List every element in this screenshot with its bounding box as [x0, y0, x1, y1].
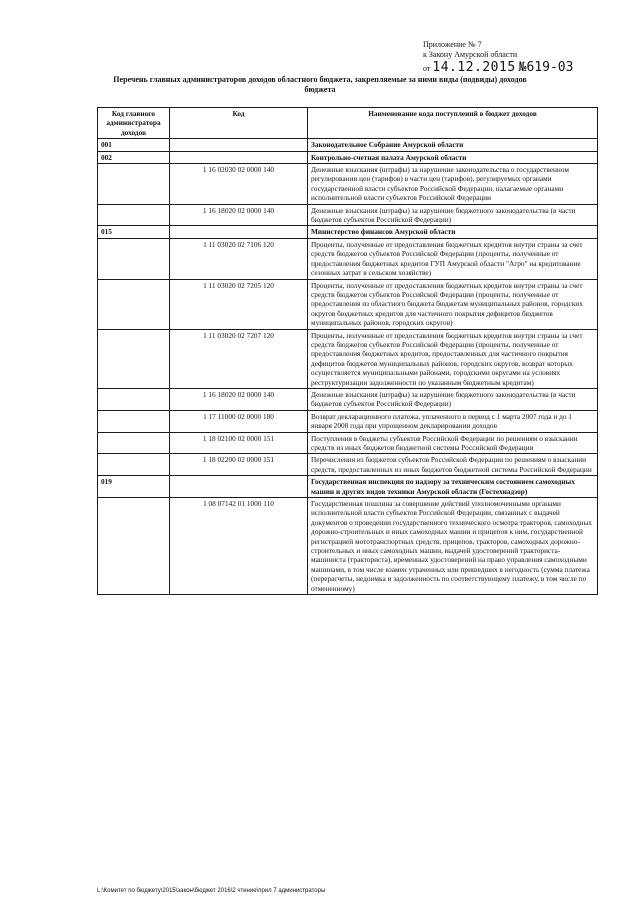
revenue-code-cell: 1 11 03020 02 7205 120	[170, 279, 308, 329]
admin-code-cell	[98, 279, 170, 329]
revenue-code-row	[98, 388, 598, 410]
revenue-code-cell: 1 17 11000 02 0000 180	[170, 410, 308, 432]
revenue-code-row	[98, 454, 598, 476]
revenue-code-row	[98, 164, 598, 205]
header-code: Код	[170, 108, 308, 139]
administrator-row	[98, 476, 598, 498]
revenue-name-cell: Денежные взыскания (штрафы) за нарушение бюджетного законодательства (в части бюджетов субъектов Российской Федерации)	[308, 204, 598, 226]
revenue-code-row	[98, 329, 598, 388]
table-body	[98, 139, 598, 595]
revenue-name-cell: Перечисления из бюджетов субъектов Российской Федерации по решениям о взыскании средств, предоставленных из иных бюджетов бюджетной системы Российской Федерации	[308, 454, 598, 476]
administrator-row	[98, 151, 598, 163]
revenue-name-cell: Государственная пошлина за совершение действий уполномоченными органами исполнительной власти субъектов Российской Федерации, связанных с выдачей документов о проведении государственного технического осмотра тракторов, самоходных дорожно-строительных и иных самоходных машин и прицепов к ним, государственной регистрацией мототранспортных средств, прицепов, тракторов, самоходных дорожно-строительных и иных самоходных машин, выдачей удостоверений тракториста-машиниста (тракториста), временных удостоверений на право управления самоходными машинами, в том числе взамен утраченных или пришедших в негодность (сумма платежа (перерасчеты, недоимка и задолженность по соответствующему платежу, в том числе по отмененному)	[308, 498, 598, 595]
admin-code-cell	[98, 388, 170, 410]
revenue-code-cell: 1 16 02030 02 0000 140	[170, 164, 308, 205]
administrator-name-cell: Государственная инспекция по надзору за техническим состоянием самоходных машин и других видов техники Амурской области (Гостехнадзор)	[308, 476, 598, 498]
revenue-code-cell	[170, 139, 308, 151]
administrator-name-cell: Министерство финансов Амурской области	[308, 226, 598, 238]
header-admin-code: Код главного администратора доходов	[98, 108, 170, 139]
document-title: Перечень главных администраторов доходов областного бюджета, закрепляемые за ними виды (подвиды) доходов бюджета	[113, 75, 527, 94]
revenue-code-cell: 1 16 18020 02 0000 140	[170, 388, 308, 410]
admin-code-cell: 019	[98, 476, 170, 498]
revenue-name-cell: Денежные взыскания (штрафы) за нарушение законодательства о государственном регулировании цен (тарифов) в части цен (тарифов), регулируемых органами государственной власти субъектов Российской Федерации, налагаемые органами исполнительной власти субъектов Российской Федерации	[308, 164, 598, 205]
appendix-law-reference: к Закону Амурской области	[423, 50, 518, 59]
revenue-code-cell: 1 08 07142 01 1000 110	[170, 498, 308, 595]
revenue-name-cell: Проценты, полученные от предоставления бюджетных кредитов внутри страны за счет средств бюджетов субъектов Российской Федерации (проценты, полученные от предоставления бюджетных кредитов ГУП Амурской области "Агро" на кредитование сезонных затрат в сельском хозяйстве)	[308, 238, 598, 279]
revenue-code-cell	[170, 476, 308, 498]
administrator-name-cell: Контрольно-счетная палата Амурской области	[308, 151, 598, 163]
admin-code-cell	[98, 432, 170, 454]
revenue-code-cell: 1 16 18020 02 0000 140	[170, 204, 308, 226]
administrator-row	[98, 226, 598, 238]
revenue-code-cell: 1 11 03020 02 7106 120	[170, 238, 308, 279]
date-prefix: от	[423, 64, 431, 73]
admin-code-cell	[98, 204, 170, 226]
appendix-header	[423, 40, 573, 74]
header-name: Наименование кода поступлений в бюджет доходов	[308, 108, 598, 139]
administrators-table	[97, 107, 598, 595]
admin-code-cell	[98, 454, 170, 476]
revenue-name-cell: Денежные взыскания (штрафы) за нарушение бюджетного законодательства (в части бюджетов субъектов Российской Федерации)	[308, 388, 598, 410]
revenue-code-cell	[170, 226, 308, 238]
revenue-code-row	[98, 238, 598, 279]
revenue-code-row	[98, 498, 598, 595]
law-date-stamp: 14.12.2015	[432, 60, 516, 75]
revenue-code-cell	[170, 151, 308, 163]
revenue-code-cell: 1 11 03020 02 7207 120	[170, 329, 308, 388]
administrator-name-cell: Законодательное Собрание Амурской области	[308, 139, 598, 151]
admin-code-cell	[98, 498, 170, 595]
revenue-name-cell: Возврат декларационного платежа, уплаченного в период с 1 марта 2007 года и до 1 января 2008 года при упрощенном декларировании доходов	[308, 410, 598, 432]
appendix-date-line	[423, 60, 574, 75]
appendix-number: Приложение № 7	[423, 40, 482, 49]
admin-code-cell: 001	[98, 139, 170, 151]
revenue-code-row	[98, 204, 598, 226]
table-header-row	[98, 108, 598, 139]
revenue-code-cell: 1 18 02200 02 0000 151	[170, 454, 308, 476]
law-number-stamp: №619-03	[518, 60, 574, 75]
revenue-code-cell: 1 18 02100 02 0000 151	[170, 432, 308, 454]
admin-code-cell: 015	[98, 226, 170, 238]
file-path-footer: L:\Комитет по бюджету\2015\закон\бюджет 2016\2 чтение\прил 7 администраторы	[97, 888, 326, 894]
admin-code-cell	[98, 164, 170, 205]
admin-code-cell	[98, 410, 170, 432]
revenue-code-row	[98, 432, 598, 454]
admin-code-cell: 002	[98, 151, 170, 163]
revenue-code-row	[98, 279, 598, 329]
revenue-code-row	[98, 410, 598, 432]
administrator-row	[98, 139, 598, 151]
admin-code-cell	[98, 238, 170, 279]
admin-code-cell	[98, 329, 170, 388]
revenue-name-cell: Проценты, полученные от предоставления бюджетных кредитов внутри страны за счет средств бюджетов субъектов Российской Федерации (проценты, полученные от предоставления из областного бюджета бюджетам муниципальных районов, городских округов бюджетных кредитов для частичного покрытия дефицитов бюджетов муниципальных районов, городских округов)	[308, 279, 598, 329]
revenue-name-cell: Проценты, полученные от предоставления бюджетных кредитов внутри страны за счет средств бюджетов субъектов Российской Федерации (проценты, полученные от предоставления бюджетных кредитов, предоставленных для частичного покрытия дефицитов бюджетов муниципальных районов, городских округов, возврат которых осуществляется муниципальными районами, городскими округами на условиях реструктуризации задолженности по указанным бюджетным кредитам)	[308, 329, 598, 388]
revenue-name-cell: Поступления в бюджеты субъектов Российской Федерации по решениям о взыскании средств из иных бюджетов бюджетной системы Российской Федерации	[308, 432, 598, 454]
